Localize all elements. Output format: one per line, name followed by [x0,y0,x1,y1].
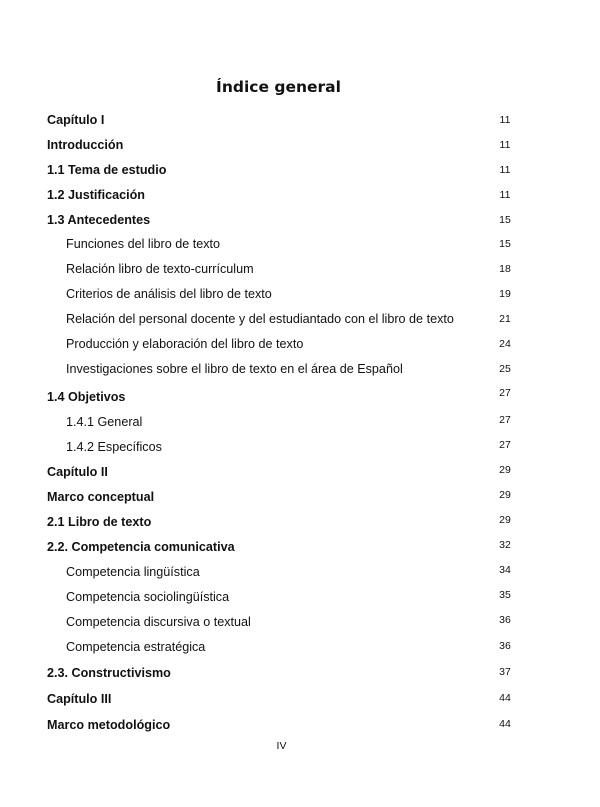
toc-entry-label: Relación libro de texto-currículum [66,262,254,276]
toc-entry-page: 37 [499,666,511,678]
toc-entry-label: 2.3. Constructivismo [47,666,171,680]
toc-entry-page: 32 [499,539,511,551]
toc-entry [0,160,600,180]
toc-entry-page: 11 [499,164,511,176]
toc-entry-label: Introducción [47,138,124,152]
toc-entry-page: 15 [499,238,511,250]
toc-entry [0,135,600,155]
toc-entry [0,487,600,507]
toc-entry-label: Capítulo III [47,692,112,706]
toc-entry-label: Producción y elaboración del libro de texto [66,337,304,351]
toc-entry-page: 11 [499,114,511,126]
toc-entry [0,185,600,205]
toc-entry-label: Criterios de análisis del libro de texto [66,287,272,301]
toc-entry [0,512,600,532]
toc-entry-page: 27 [499,439,511,451]
toc-entry-page: 29 [499,514,511,526]
toc-entry-page: 21 [499,313,511,325]
toc-entry-label: 1.2 Justificación [47,188,145,202]
toc-entry-page: 44 [499,718,511,730]
toc-entry-label: Competencia lingüística [66,565,200,579]
toc-entry-page: 34 [499,564,511,576]
toc-entry [0,587,600,607]
toc-entry-label: 1.3 Antecedentes [47,213,151,227]
toc-entry-label: Investigaciones sobre el libro de texto en el área de Español [66,362,403,376]
toc-entry-label: Capítulo II [47,465,108,479]
toc-entry [0,663,600,683]
toc-entry-label: 1.4 Objetivos [47,390,126,404]
toc-entry [0,689,600,709]
toc-entry [0,309,600,329]
toc-entry-label: 2.2. Competencia comunicativa [47,540,235,554]
toc-entry [0,387,600,407]
toc-entry [0,462,600,482]
toc-entry-label: 2.1 Libro de texto [47,515,152,529]
toc-entry-label: Competencia sociolingüística [66,590,230,604]
toc-entry-label: Capítulo I [47,113,105,127]
toc-entry-page: 29 [499,464,511,476]
toc-entry [0,637,600,657]
toc-entry-label: Marco conceptual [47,490,155,504]
toc-entry-page: 24 [499,338,511,350]
toc-entry [0,359,600,379]
toc-entry [0,537,600,557]
toc-entry [0,110,600,130]
toc-entry [0,259,600,279]
toc-entry [0,715,600,735]
toc-entry [0,210,600,230]
toc-entry [0,612,600,632]
toc-entry-label: Marco metodológico [47,718,171,732]
toc-entry [0,234,600,254]
toc-entry-page: 29 [499,489,511,501]
toc-entry-page: 15 [499,214,511,226]
toc-entry-page: 27 [499,387,511,399]
toc-entry-page: 27 [499,414,511,426]
toc-entry-label: Funciones del libro de texto [66,237,221,251]
toc-entry [0,412,600,432]
toc-entry-page: 25 [499,363,511,375]
toc-entry [0,437,600,457]
toc-entry-label: Relación del personal docente y del estudiantado con el libro de texto [66,312,454,326]
toc-entry-label: Competencia discursiva o textual [66,615,251,629]
toc-entry [0,284,600,304]
toc-entry-page: 35 [499,589,511,601]
page-number-footer: IV [276,740,287,752]
toc-entry-label: 1.4.1 General [66,415,143,429]
toc-entry [0,334,600,354]
toc-entry-page: 36 [499,614,511,626]
toc-entry-page: 11 [499,139,511,151]
toc-entry [0,562,600,582]
toc-entry-page: 11 [499,189,511,201]
toc-entry-page: 19 [499,288,511,300]
page-title: Índice general [216,78,341,96]
toc-entry-page: 18 [499,263,511,275]
toc-entry-page: 44 [499,692,511,704]
toc-entry-label: Competencia estratégica [66,640,206,654]
toc-entry-page: 36 [499,640,511,652]
toc-entry-label: 1.1 Tema de estudio [47,163,167,177]
toc-entry-label: 1.4.2 Específicos [66,440,162,454]
